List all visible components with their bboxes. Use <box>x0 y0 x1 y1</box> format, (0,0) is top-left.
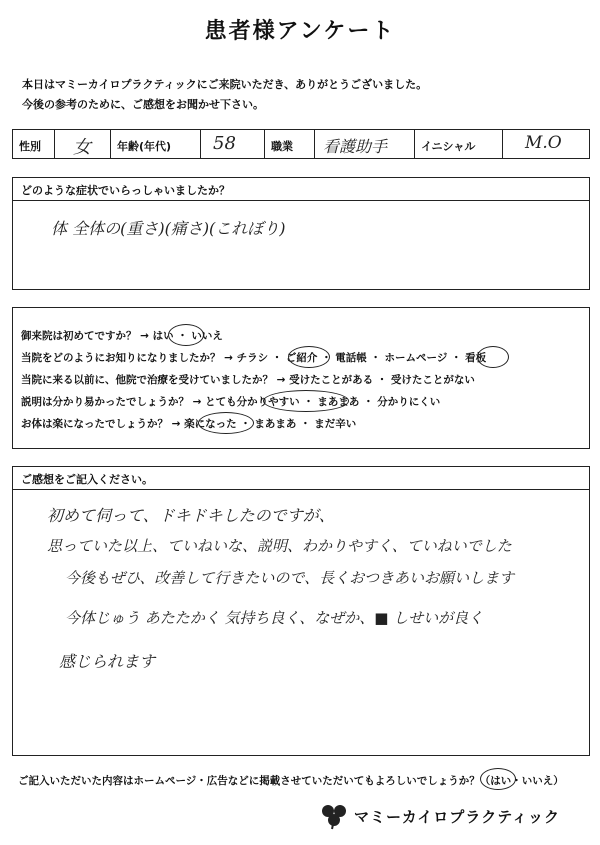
question-relief: お体は楽になったでしょうか？ → 楽になった ・ まあまあ ・ まだ辛い <box>21 418 357 430</box>
initial-label: イニシャル <box>421 140 476 153</box>
initial-label-cell <box>415 130 503 158</box>
job-label: 職業 <box>271 140 293 153</box>
answer-circle-very-clear <box>263 390 349 412</box>
symptom-question: どのような症状でいらっしゃいましたか？ <box>21 184 230 197</box>
answer-circle-referral <box>288 346 330 368</box>
impression-line-3: 今後もぜひ、改善して行きたいので、長くおつきあいお願いします <box>65 569 514 587</box>
initial-value: M.O <box>525 133 562 153</box>
intro-line-1: 本日はマミーカイロプラクティックにご来院いただき、ありがとうございました。 <box>22 78 428 91</box>
answer-circle-signboard <box>477 346 509 368</box>
question-first-visit: 御来院は初めてですか？ → はい ・ いいえ <box>21 330 223 342</box>
page-title: 患者様アンケート <box>204 19 396 44</box>
impressions-label: ご感想をご記入ください。 <box>21 473 153 486</box>
impression-line-1: 初めて伺って、ドキドキしたのですが、 <box>47 506 335 525</box>
job-label-cell <box>265 130 315 158</box>
impression-line-4: 今体じゅう あたたかく 気持ち良く、なぜか、■ しせいが良く <box>65 609 484 627</box>
gender-label-cell <box>13 130 55 158</box>
answer-circle-relieved <box>198 412 254 434</box>
consent-circle-hai <box>480 768 516 790</box>
answer-circle-hai <box>168 324 204 346</box>
gender-value-cell <box>55 130 111 158</box>
intro-line-2: 今後の参考のために、ご感想をお聞かせ下さい。 <box>22 98 264 111</box>
job-value-cell <box>315 130 415 158</box>
age-value: 58 <box>213 133 236 154</box>
question-how-found: 当院をどのようにお知りになりましたか？ → チラシ ・ ご紹介 ・ 電話帳 ・ ホームページ ・ 看板 <box>21 352 487 364</box>
age-value-cell <box>201 130 265 158</box>
symptom-divider <box>13 200 589 201</box>
impression-line-2: 思っていた以上、ていねいな、説明、わかりやすく、ていねいでした <box>47 537 512 555</box>
gender-label: 性別 <box>19 140 41 153</box>
job-value: 看護助手 <box>323 137 388 156</box>
initial-value-cell <box>503 130 589 158</box>
impressions-box <box>12 466 590 756</box>
impression-line-5: 感じられます <box>59 652 156 671</box>
consent-question: ご記入いただいた内容はホームページ・広告などに掲載させていただいてもよろしいでしょうか？（はい・いいえ） <box>18 775 564 787</box>
question-explanation: 説明は分かり易かったでしょうか？ → とても分かりやすい ・ まあまあ ・ 分かりにくい <box>21 396 441 408</box>
question-previous-clinic: 当院に来る以前に、他院で治療を受けていましたか？ → 受けたことがある ・ 受けたことがない <box>21 374 475 386</box>
questions-box <box>12 307 590 449</box>
symptom-box <box>12 177 590 290</box>
symptom-answer: 体 全体の(重さ)(痛さ)(これぼり) <box>51 219 286 238</box>
logo-text: マミーカイロプラクティック <box>354 808 561 826</box>
patient-info-row <box>12 129 590 159</box>
clover-logo-icon <box>318 802 350 830</box>
gender-value: 女 <box>73 137 91 158</box>
age-label-cell <box>111 130 201 158</box>
age-label: 年齢(年代) <box>117 140 172 153</box>
impressions-divider <box>13 489 589 490</box>
